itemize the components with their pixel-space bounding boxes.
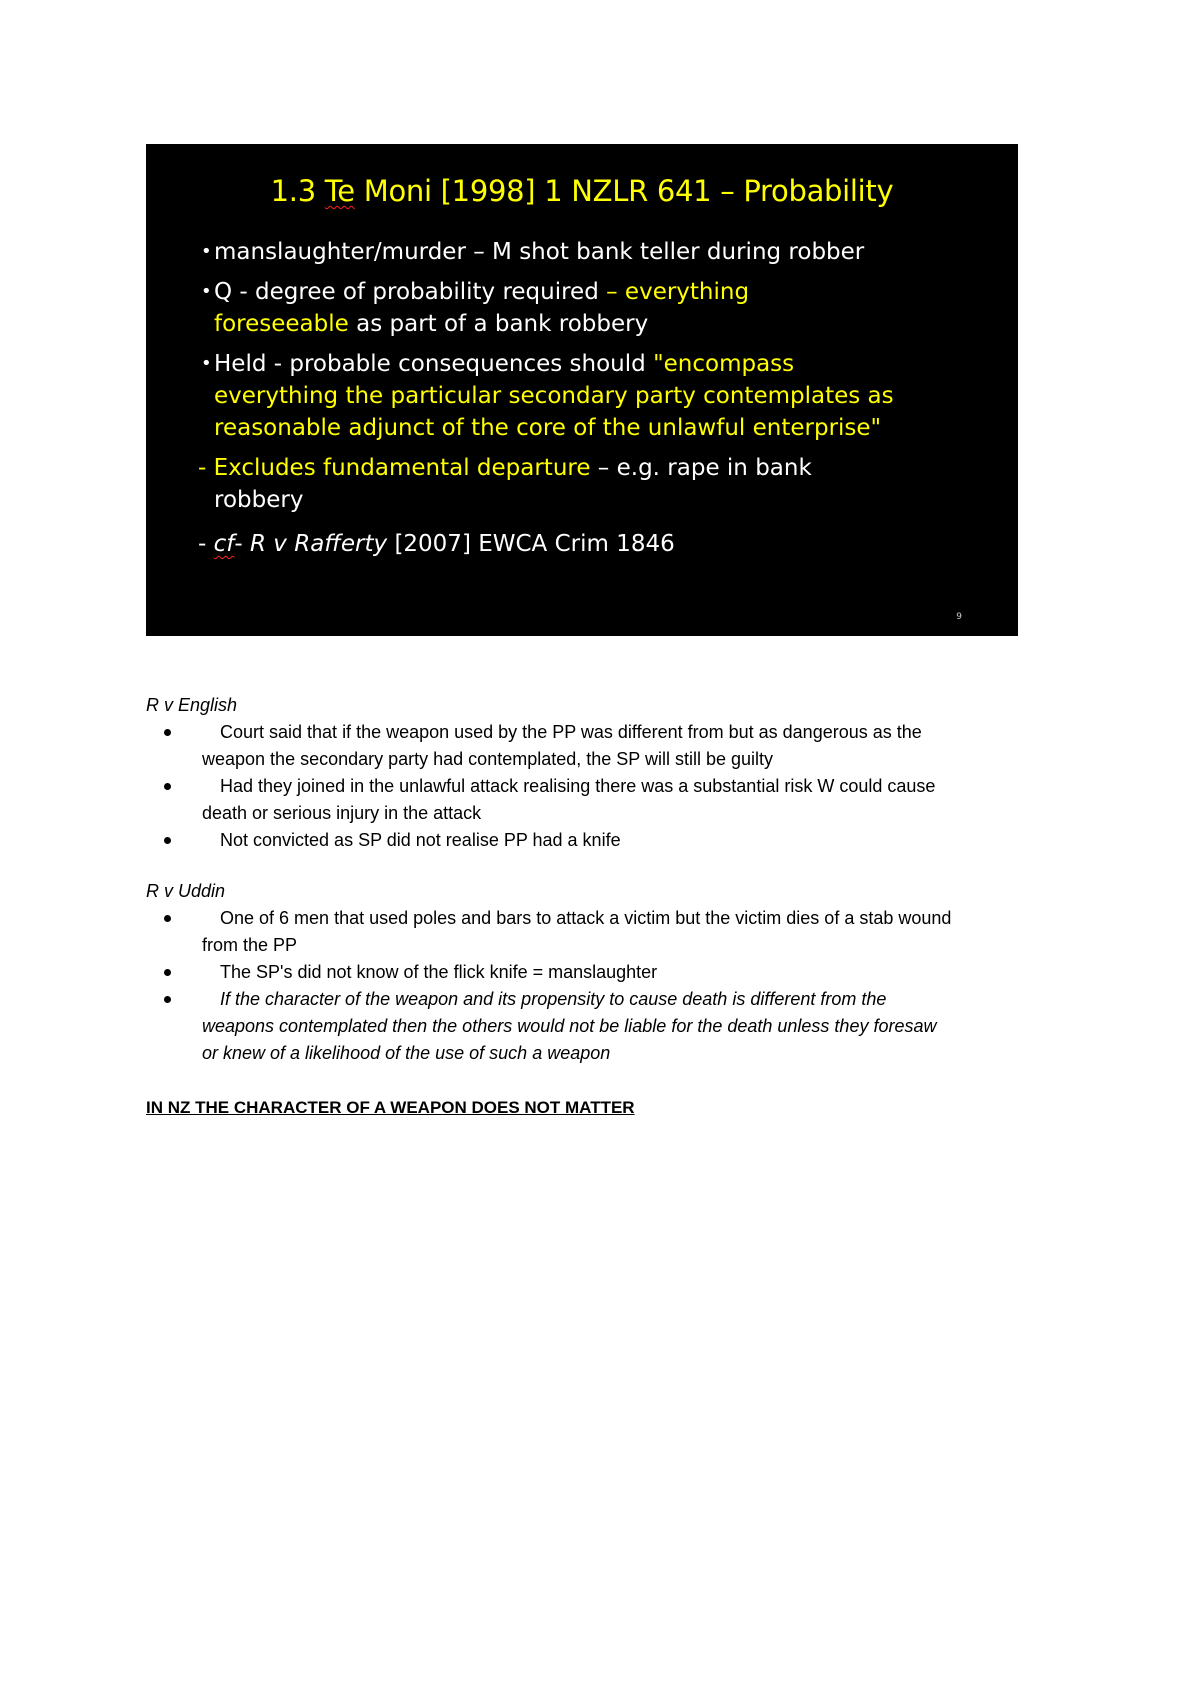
case-title-english: R v English <box>146 695 238 715</box>
slide-bullet-1: • manslaughter/murder – M shot bank teller during robber <box>214 236 994 268</box>
bullet-icon <box>164 729 171 736</box>
bullet-icon <box>164 915 171 922</box>
bullet-icon <box>164 837 171 844</box>
list-item: The SP's did not know of the flick knife = manslaughter <box>146 959 1066 986</box>
conclusion-heading: IN NZ THE CHARACTER OF A WEAPON DOES NOT MATTER <box>146 1098 635 1117</box>
slide-title-number: 1.3 <box>270 174 316 208</box>
bullet-icon: • <box>201 353 212 374</box>
slide-bullet-3-cont-1: everything the particular secondary party contemplates as <box>214 383 894 409</box>
slide-body <box>198 236 994 560</box>
bullet-icon: • <box>201 241 212 262</box>
bullet-icon <box>164 783 171 790</box>
case-list-english <box>146 719 1066 854</box>
notes-section <box>146 692 1066 1121</box>
case-list-uddin <box>146 905 1066 1067</box>
list-item: Court said that if the weapon used by the PP was different from but as dangerous as the weapon the secondary party had contemplated, the SP will still be guilty <box>146 719 1066 773</box>
bullet-icon <box>164 996 171 1003</box>
slide-dash-2: - cf- R v Rafferty [2007] EWCA Crim 1846 <box>198 531 675 557</box>
slide-bullet-3: • Held - probable consequences should "encompass <box>214 348 994 380</box>
slide-bullet-2-cont: foreseeable as part of a bank robbery <box>214 311 649 337</box>
list-item: Not convicted as SP did not realise PP had a knife <box>146 827 1066 854</box>
list-item: If the character of the weapon and its propensity to cause death is different from the weapons contemplated then the others would not be liable for the death unless they foresaw or knew of a likelihood of the use of such a weapon <box>146 986 1066 1067</box>
slide-bullet-2: • Q - degree of probability required – everything <box>214 276 994 308</box>
slide-bullet-3-cont-2: reasonable adjunct of the core of the unlawful enterprise" <box>214 415 882 441</box>
slide-dash-1: - Excludes fundamental departure – e.g. rape in bank <box>198 455 812 481</box>
bullet-icon: • <box>201 281 212 302</box>
slide-title-rest: Moni [1998] 1 NZLR 641 – Probability <box>363 174 894 208</box>
slide-title <box>146 174 1018 208</box>
slide-title-case: Te <box>324 174 355 208</box>
slide-number: 9 <box>956 612 962 622</box>
bullet-icon <box>164 969 171 976</box>
slide-dash-1-cont: robbery <box>214 487 304 513</box>
lecture-slide-image <box>146 144 1018 636</box>
list-item: One of 6 men that used poles and bars to attack a victim but the victim dies of a stab wound from the PP <box>146 905 1066 959</box>
case-title-uddin: R v Uddin <box>146 881 226 901</box>
list-item: Had they joined in the unlawful attack realising there was a substantial risk W could cause death or serious injury in the attack <box>146 773 1066 827</box>
